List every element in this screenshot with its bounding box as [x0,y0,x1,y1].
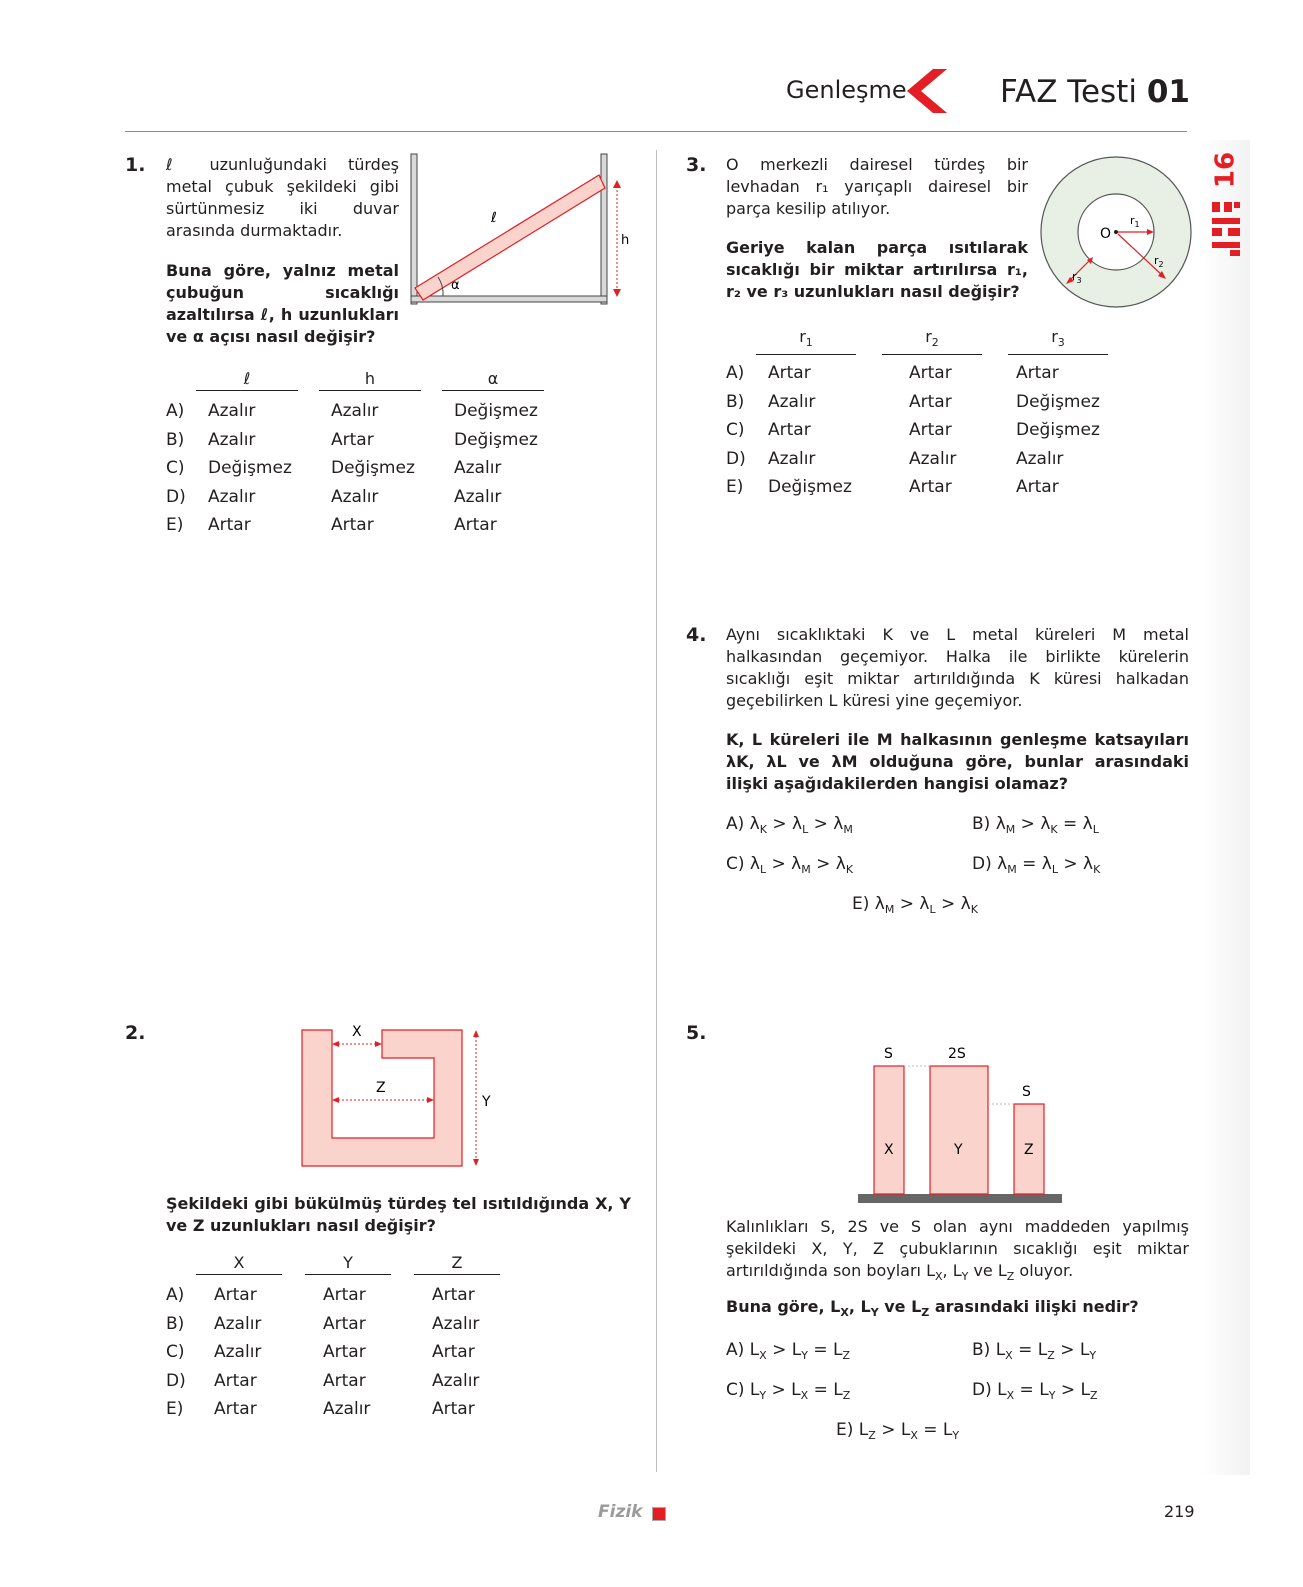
q4-option-e[interactable]: E) $\lambda_M > \lambda_L > \lambda_K$ [852,894,978,916]
q3-option-value: Azalır [909,448,957,469]
q1-option-value: Değişmez [454,429,538,450]
q3-option-letter[interactable]: B) [726,391,745,412]
q4-number: 4. [686,624,707,646]
q3-option-value: Artar [1016,363,1059,383]
q2-option-value: Artar [323,1370,366,1391]
q4-option-b[interactable]: B) $\lambda_M > \lambda_K = \lambda_L$ [972,814,1099,836]
q3-question: Geriye kalan parça ısıtılarak sıcaklığı bir miktar artırılırsa r₁, r₂ ve r₃ uzunlukları nasıl değişir? [726,238,1028,301]
q1-option-letter[interactable]: A) [166,401,185,421]
q3-r1-label: $r_1$ [1130,214,1140,229]
q2-option-value: Artar [432,1285,475,1305]
q3-r3-label: $r_3$ [1072,270,1082,285]
q3-option-value: Artar [768,363,811,383]
q3-text: O merkezli dairesel türdeş bir levhadan r₁ yarıçaplı dairesel bir parça kesilip atılıyor. [726,155,1028,218]
page-number: 219 [1164,1502,1195,1521]
q1-option-value: Azalır [331,486,379,507]
q3-option-value: Değişmez [1016,391,1100,412]
q4-text: Aynı sıcaklıktaki K ve L metal küreleri M metal halkasından geçemiyor. Halka ile birlikte kürelerin sıcaklığı eşit miktar artırıldığında K küresi halkadan geçebilirken L küresi yine geçemiyor. [726,625,1189,710]
q3-option-letter[interactable]: E) [726,477,744,497]
q3-option-value: Azalır [768,448,816,469]
q1-text: ℓ uzunluğundaki türdeş metal çubuk şekildeki gibi sürtünmesiz iki duvar arasında durmaktadır. [166,155,399,240]
q2-option-letter[interactable]: A) [166,1285,185,1305]
q2-option-value: Azalır [432,1313,480,1334]
q1-number: 1. [125,154,146,176]
q2-table [166,1252,526,1424]
q3-r2-label: $r_2$ [1154,254,1164,269]
q3-option-value: Azalır [768,391,816,412]
q1-option-value: Azalır [331,401,379,421]
q2-option-value: Azalır [323,1399,371,1419]
q5-s2-label: 2S [948,1046,966,1062]
q1-rod-label: ℓ [491,210,497,226]
q1-table [166,368,556,540]
q1-option-value: Artar [454,515,497,535]
q2-option-value: Azalır [214,1342,262,1362]
q2-option-value: Artar [214,1370,257,1391]
q3-option-letter[interactable]: C) [726,420,745,440]
test-title [1000,74,1190,110]
q1-option-value: Değişmez [331,458,415,478]
q5-s3-label: S [1022,1084,1031,1100]
test-name: FAZ Testi [1000,74,1137,110]
q2-col-header: Y [305,1252,391,1275]
q2-y-label: Y [482,1094,491,1110]
q5-figure-rods [856,1038,1066,1210]
q1-option-value: Artar [208,515,251,535]
q3-col-header: $r_2$ [882,326,982,355]
q2-x-label: X [352,1024,362,1040]
q3-option-value: Artar [909,391,952,412]
q1-option-value: Artar [331,515,374,535]
q1-col-header: α [442,368,544,391]
q2-col-header: X [196,1252,282,1275]
q4-option-d[interactable]: D) $\lambda_M = \lambda_L > \lambda_K$ [972,854,1101,876]
q2-option-letter[interactable]: D) [166,1370,186,1391]
q3-option-value: Artar [909,420,952,440]
q2-option-value: Artar [214,1399,257,1419]
side-strip [1202,140,1250,1475]
q5-option-c[interactable]: C) $L_Y > L_X = L_Z$ [726,1380,851,1402]
q5-text: Kalınlıkları S, 2S ve S olan aynı maddeden yapılmış şekildeki X, Y, Z çubuklarının sıcaklığı eşit miktar artırıldığında son boyları $L_X$, $L_Y$ ve $L_Z$ oluyor. [726,1217,1189,1283]
q5-rod-x [874,1066,904,1194]
q2-wire-shape [302,1030,462,1166]
q3-option-value: Azalır [1016,448,1064,469]
q2-z-label: Z [376,1080,386,1096]
q1-col-header: ℓ [196,368,298,391]
q3-table [726,326,1146,502]
q3-option-value: Değişmez [1016,420,1100,440]
q4-option-a[interactable]: A) $\lambda_K > \lambda_L > \lambda_M$ [726,814,853,836]
q5-option-e[interactable]: E) $L_Z > L_X = L_Y$ [836,1420,960,1442]
q1-figure-rod-between-walls [405,150,630,310]
q2-option-value: Artar [432,1399,475,1419]
q1-option-value: Azalır [208,486,256,507]
faz-logo-icon [1210,200,1242,256]
q5-option-d[interactable]: D) $L_X = L_Y > L_Z$ [972,1380,1098,1402]
q2-figure-bent-wire [296,1020,496,1190]
q5-ground [858,1194,1062,1203]
q5-s1-label: S [884,1046,893,1062]
q2-option-value: Artar [323,1313,366,1334]
q4-question: K, L küreleri ile M halkasının genleşme katsayıları λK, λL ve λM olduğuna göre, bunlar arasındaki ilişki aşağıdakilerden hangisi olamaz? [726,730,1189,793]
topic-title: Genleşme [786,76,907,104]
q1-option-value: Değişmez [208,458,292,478]
svg-text:16: 16 [1210,151,1241,189]
q2-option-value: Artar [214,1285,257,1305]
test-number: 01 [1146,74,1190,110]
q1-option-value: Azalır [208,429,256,450]
q3-option-value: Artar [909,363,952,383]
footer-square-icon [652,1507,666,1521]
q2-number: 2. [125,1022,146,1044]
q5-y-label: Y [954,1142,963,1158]
q3-option-value: Artar [768,420,811,440]
q5-number: 5. [686,1022,707,1044]
q1-option-value: Azalır [208,401,256,421]
q5-option-a[interactable]: A) $L_X > L_Y = L_Z$ [726,1340,851,1362]
chevron-left-icon [903,67,951,115]
q1-question: Buna göre, yalnız metal çubuğun sıcaklığı azaltılırsa ℓ, h uzunlukları ve α açısı nasıl değişir? [166,261,399,346]
q5-rod-y [930,1066,988,1194]
q1-height-label: h [621,233,630,248]
footer-subject: Fizik [598,1502,643,1522]
q1-option-value: Azalır [454,458,502,478]
q2-question: Şekildeki gibi bükülmüş türdeş tel ısıtıldığında X, Y ve Z uzunlukları nasıl değişir? [166,1194,631,1235]
q3-col-header: $r_3$ [1008,326,1108,355]
q3-center-label: O [1100,226,1112,242]
q5-z-label: Z [1024,1142,1034,1158]
q2-option-letter[interactable]: C) [166,1342,185,1362]
q4-option-c[interactable]: C) $\lambda_L > \lambda_M > \lambda_K$ [726,854,854,876]
q1-option-letter[interactable]: E) [166,515,184,535]
side-number [1208,150,1244,190]
q3-figure-ring [1036,152,1196,312]
q3-option-letter[interactable]: D) [726,448,746,469]
q2-option-value: Artar [323,1342,366,1362]
q2-option-value: Azalır [432,1370,480,1391]
q5-question: Buna göre, $L_X$, $L_Y$ ve $L_Z$ arasındaki ilişki nedir? [726,1297,1139,1319]
q1-angle-label: α [451,278,460,293]
q3-option-value: Değişmez [768,477,852,497]
header-divider [125,131,1187,132]
q1-option-value: Azalır [454,486,502,507]
q3-option-value: Artar [1016,477,1059,497]
q1-option-letter[interactable]: D) [166,486,186,507]
q3-option-value: Artar [909,477,952,497]
q2-option-value: Artar [432,1342,475,1362]
q5-option-b[interactable]: B) $L_X = L_Z > L_Y$ [972,1340,1097,1362]
q1-option-letter[interactable]: C) [166,458,185,478]
q1-option-value: Değişmez [454,401,538,421]
column-divider [656,150,657,1472]
q2-option-letter[interactable]: B) [166,1313,185,1334]
q2-col-header: Z [414,1252,500,1275]
q3-col-header: $r_1$ [756,326,856,355]
q1-option-letter[interactable]: B) [166,429,185,450]
q1-option-value: Artar [331,429,374,450]
q2-option-letter[interactable]: E) [166,1399,184,1419]
q1-col-header: h [319,368,421,391]
q3-number: 3. [686,154,707,176]
q1-metal-rod [415,175,605,300]
q2-option-value: Artar [323,1285,366,1305]
q3-option-letter[interactable]: A) [726,363,745,383]
q5-x-label: X [884,1142,894,1158]
q2-option-value: Azalır [214,1313,262,1334]
